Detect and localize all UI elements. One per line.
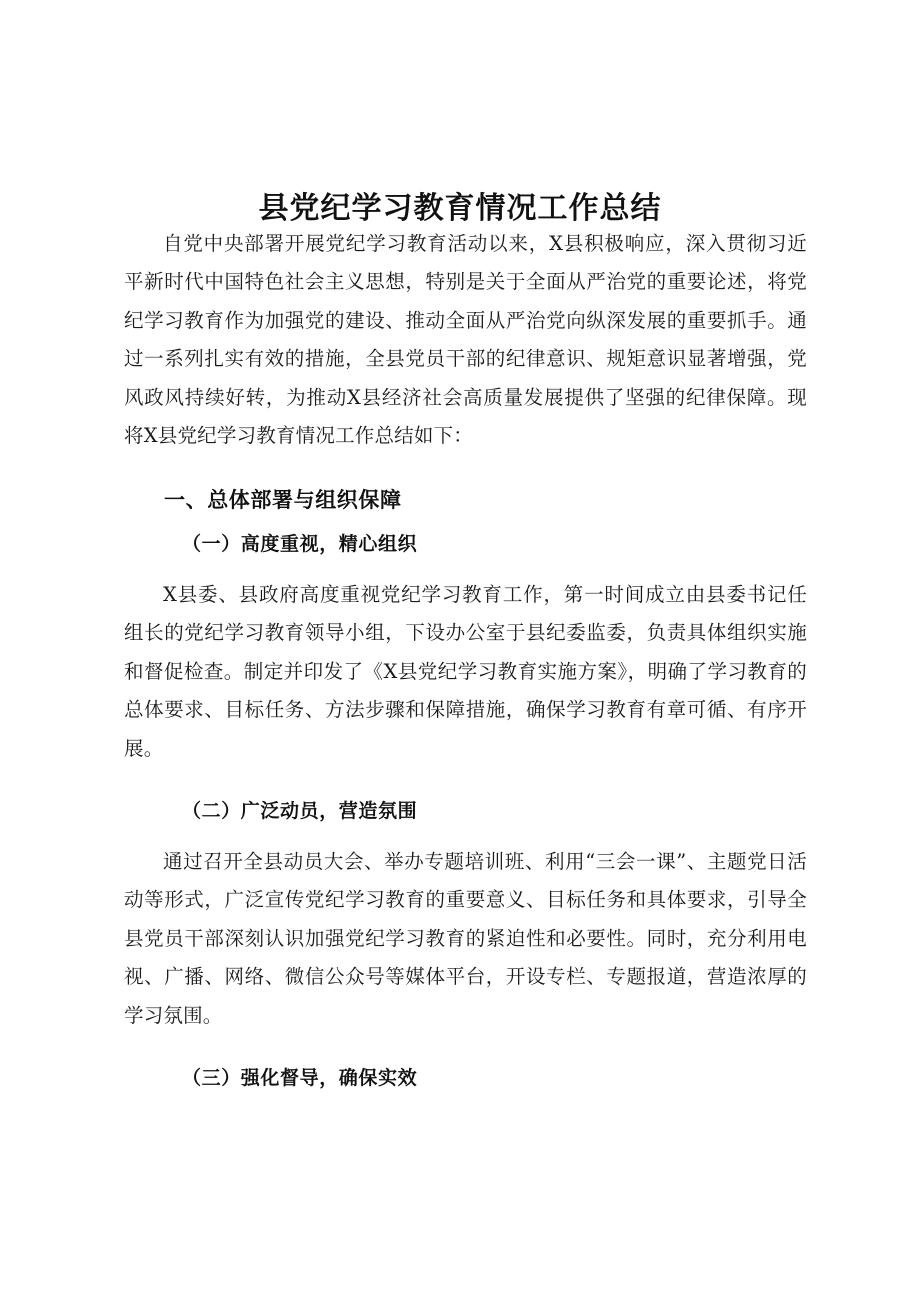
document-title: 县党纪学习教育情况工作总结 [258, 191, 662, 227]
subsection-paragraph-1: X县委、县政府高度重视党纪学习教育工作，第一时间成立由县委书记任组长的党纪学习教育领导小组，下设办公室于县纪委监委，负责具体组织实施和督促检查。制定并印发了《X县党纪学习教育实施方案》，明确了学习教育的总体要求、目标任务、方法步骤和保障措施，确保学习教育有章可循、有序开展。 [124, 583, 807, 760]
subsection-heading-2: （二）广泛动员，营造氛围 [182, 800, 418, 822]
subsection-heading-3: （三）强化督导，确保实效 [182, 1067, 418, 1089]
subsection-heading-1: （一）高度重视，精心组织 [182, 533, 418, 555]
subsection-paragraph-2: 通过召开全县动员大会、举办专题培训班、利用“三会一课”、主题党日活动等形式，广泛宣传党纪学习教育的重要意义、目标任务和具体要求，引导全县党员干部深刻认识加强党纪学习教育的紧迫性和必要性。同时，充分利用电视、广播、网络、微信公众号等媒体平台，开设专栏、专题报道，营造浓厚的学习氛围。 [124, 850, 807, 1027]
section-heading-1: 一、总体部署与组织保障 [164, 488, 402, 512]
intro-paragraph: 自党中央部署开展党纪学习教育活动以来，X县积极响应，深入贯彻习近平新时代中国特色社会主义思想，特别是关于全面从严治党的重要论述，将党纪学习教育作为加强党的建设、推动全面从严治党向纵深发展的重要抓手。通过一系列扎实有效的措施，全县党员干部的纪律意识、规矩意识显著增强，党风政风持续好转，为推动X县经济社会高质量发展提供了坚强的纪律保障。现将X县党纪学习教育情况工作总结如下： [124, 232, 807, 448]
